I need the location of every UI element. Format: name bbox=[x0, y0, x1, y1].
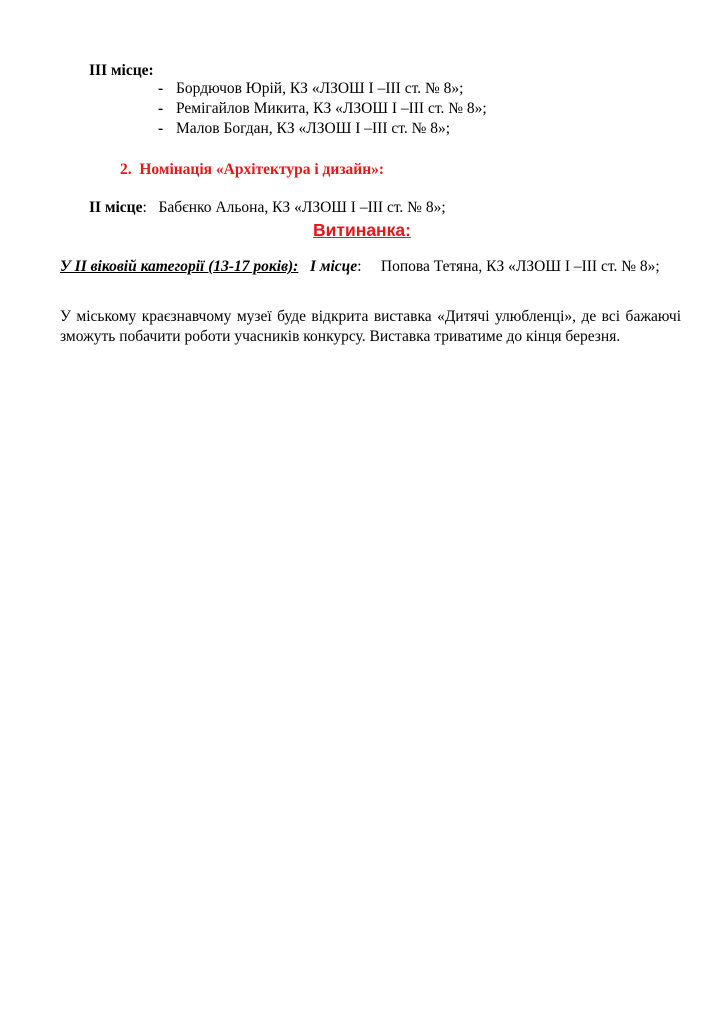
nomination-heading bbox=[120, 161, 384, 179]
nomination-number: 2. bbox=[120, 161, 132, 178]
place-1-entry: Попова Тетяна, КЗ «ЛЗОШ І –ІІІ ст. № 8»; bbox=[380, 258, 660, 275]
nomination-title: Номінація «Архітектура і дизайн»: bbox=[139, 161, 385, 178]
place-2-row bbox=[89, 199, 446, 217]
place-2-entry: Бабєнко Альона, КЗ «ЛЗОШ І –ІІІ ст. № 8»; bbox=[158, 199, 446, 216]
place-1-colon: : bbox=[357, 258, 362, 275]
place-3-label: III місце: bbox=[89, 62, 154, 79]
list-item-text: Ремігайлов Микита, КЗ «ЛЗОШ І –ІІІ ст. № 8»; bbox=[176, 100, 487, 117]
place-2-colon: : bbox=[142, 199, 147, 216]
age-category-label: У ІІ віковій категорії (13-17 років): bbox=[60, 258, 299, 275]
list-item-text: Бордючов Юрій, КЗ «ЛЗОШ І –ІІІ ст. № 8»; bbox=[176, 80, 464, 97]
section-heading-vytynanka: Витинанка: bbox=[313, 220, 411, 240]
category-row bbox=[60, 258, 680, 276]
announcement-paragraph: У міському краєзнавчому музеї буде відкрита виставка «Дитячі улюбленці», де всі бажаючі зможуть побачити роботи учасників конкурсу. Виставка триватиме до кінця березня. bbox=[60, 308, 681, 345]
list-item-text: Малов Богдан, КЗ «ЛЗОШ І –ІІІ ст. № 8»; bbox=[176, 120, 451, 137]
place-2-label: ІІ місце bbox=[89, 199, 143, 216]
bullet-dash: - bbox=[158, 120, 164, 137]
bullet-dash: - bbox=[158, 100, 164, 117]
bullet-dash: - bbox=[158, 80, 164, 97]
place-1-label: І місце bbox=[309, 258, 358, 275]
